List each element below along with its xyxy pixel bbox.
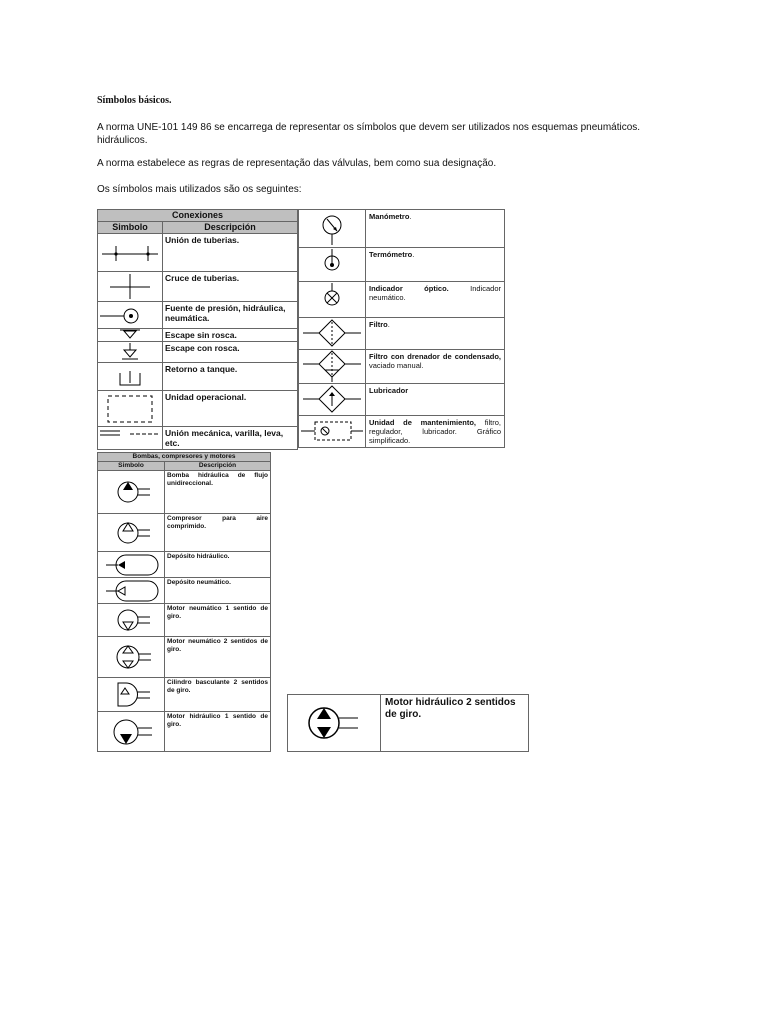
table-row [98,712,271,752]
row-description: Cruce de tuberias. [163,272,298,302]
table-row [299,282,505,318]
filter-drain-icon [299,350,365,383]
table-row [299,416,505,448]
table-row [98,342,298,363]
thermometer-icon [299,248,365,281]
row-description: Compresor para aire comprimido. [165,514,271,552]
bombas-table [97,452,271,752]
table-row [288,695,529,752]
table-row [98,552,271,578]
bombas-title: Bombas, compresores y motores [98,453,271,462]
table-row [98,272,298,302]
table-row [98,514,271,552]
lubricator-icon [299,384,365,415]
row-description: Unidad operacional. [163,391,298,427]
manometer-icon [299,210,365,247]
hydraulic-motor-1-icon [98,712,164,751]
operational-unit-icon [98,391,162,426]
instrument-name: Lubricador [369,386,409,395]
instrument-name: Manómetro [369,212,410,221]
pneumatic-motor-1-icon [98,604,164,636]
row-description: Motor neumático 1 sentido de giro. [165,604,271,637]
instrument-note: filtro, regulador, lubricador. Gráfico simplificado. [369,418,501,445]
pneumatic-motor-2-icon [98,637,164,677]
instrument-name: Filtro con drenador de condensado, [369,352,501,361]
row-description: Bomba hidráulica de flujo unidireccional. [165,471,271,514]
row-description: Retorno a tanque. [163,363,298,391]
row-description: Cilindro basculante 2 sentidos de giro. [165,678,271,712]
instrument-note: Indicador neumático. [369,284,502,302]
table-row [299,350,505,384]
instrument-note: vaciado manual. [369,361,424,370]
row-description: Depósito neumático. [165,578,271,604]
hydraulic-motor-2-icon [288,695,380,751]
column-header-symbol: Simbolo [98,462,165,471]
table-row [98,604,271,637]
row-description: Motor neumático 2 sentidos de giro. [165,637,271,678]
pneumatic-tank-icon [98,578,164,603]
hydraulic-motor-box [287,694,529,752]
table-row [98,637,271,678]
row-description: Unión mecánica, varilla, leva, etc. [163,427,298,450]
instrument-name: Termómetro [369,250,413,259]
pipe-crossing-icon [98,272,162,301]
threaded-exhaust-icon [98,342,162,362]
column-header-symbol: Simbolo [98,222,163,234]
column-header-description: Descripción [163,222,298,234]
table-row [299,384,505,416]
row-description: Fuente de presión, hidráulica, neumática. [163,302,298,329]
table-row [98,302,298,329]
section-heading: Símbolos básicos. [97,95,172,106]
pressure-source-icon [98,302,162,328]
conexiones-title: Conexiones [98,210,298,222]
instrument-note: . [409,212,412,221]
table-row [98,427,298,450]
paragraph-intro: Os símbolos mais utilizados são os seguintes: [97,184,302,195]
table-row [98,363,298,391]
air-compressor-icon [98,514,164,551]
table-row [299,318,505,350]
table-row [299,210,505,248]
tank-return-icon [98,363,162,390]
row-description: Escape sin rosca. [163,329,298,342]
swing-cylinder-icon [98,678,164,711]
table-row [98,234,298,272]
optical-indicator-icon [299,282,365,317]
instrument-note: . [412,250,415,259]
column-header-description: Descripción [165,462,271,471]
maintenance-unit-icon [299,416,365,446]
instrument-name: Unidad de mantenimiento, [369,418,477,427]
instrument-name: Filtro [369,320,388,329]
instruments-table [298,209,505,448]
filter-icon [299,318,365,349]
hydraulic-tank-icon [98,552,164,577]
pipe-junction-icon [98,234,162,271]
row-description: Escape con rosca. [163,342,298,363]
table-row [299,248,505,282]
paragraph-norma: A norma UNE-101 149 86 se encarrega de representar os símbolos que devem ser utilizados nos esquemas pneumáticos. hidráulicos. [97,122,641,146]
row-description: Motor hidráulico 1 sentido de giro. [165,712,271,752]
instrument-note: . [387,320,390,329]
table-row [98,678,271,712]
table-row [98,578,271,604]
instrument-name: Indicador óptico. [369,284,449,293]
table-row [98,329,298,342]
hydraulic-pump-icon [98,471,164,513]
table-row [98,391,298,427]
unthreaded-exhaust-icon [98,329,162,341]
paragraph-rules: A norma estabelece as regras de representação das válvulas, bem como sua designação. [97,158,497,169]
row-description: Depósito hidráulico. [165,552,271,578]
conexiones-table [97,209,298,450]
mechanical-link-icon [98,427,162,441]
row-description: Motor hidráulico 2 sentidos de giro. [381,695,529,752]
table-row [98,471,271,514]
row-description: Unión de tuberias. [163,234,298,272]
